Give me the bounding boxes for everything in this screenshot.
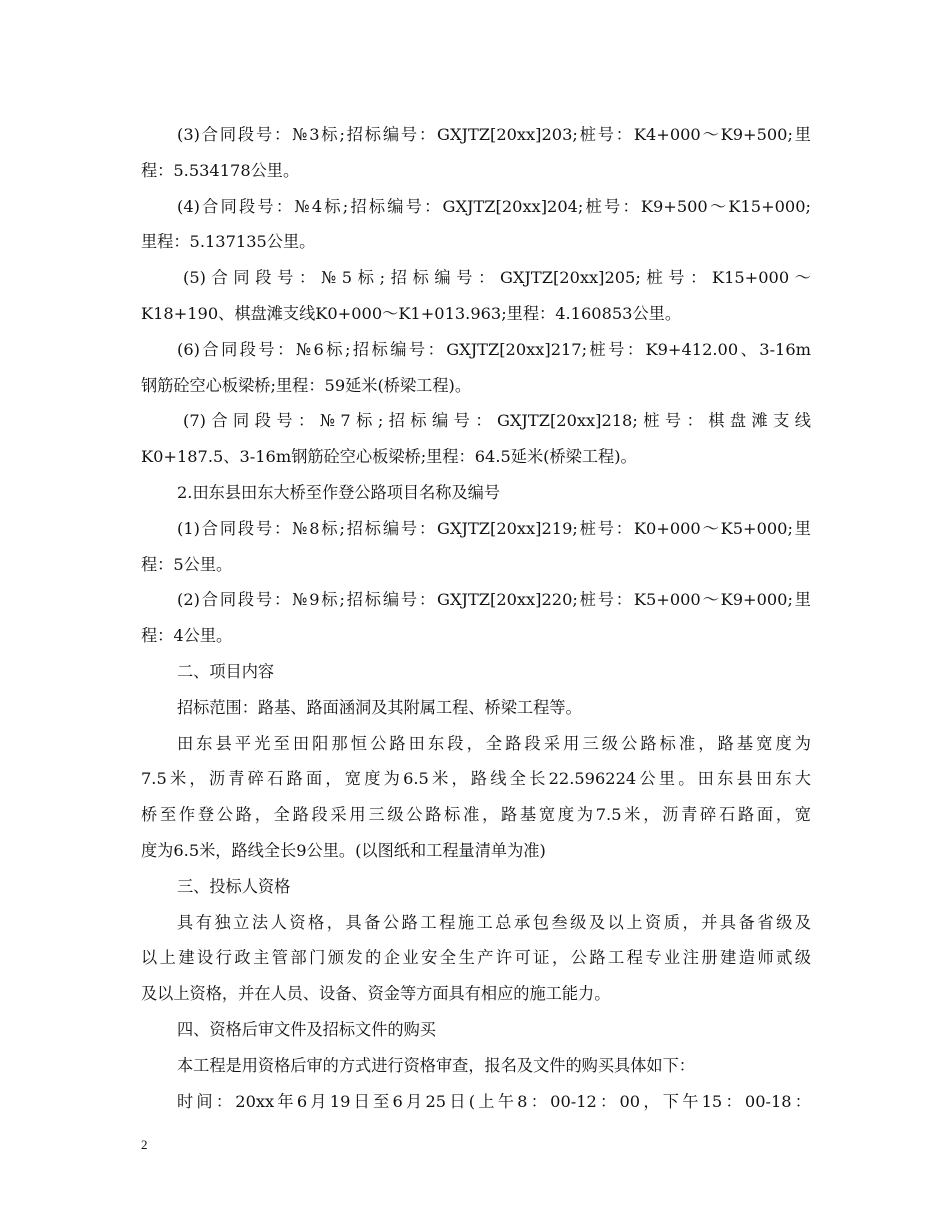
paragraph-line: K0+187.5、3-16m钢筋砼空心板梁桥;里程：64.5延米(桥梁工程)。 xyxy=(141,447,637,467)
paragraph-line: 钢筋砼空心板梁桥;里程：59延米(桥梁工程)。 xyxy=(141,375,472,395)
paragraph-line: 及以上资格，并在人员、设备、资金等方面具有相应的施工能力。 xyxy=(141,984,611,1004)
paragraph-line: 时间：20xx年6月19日至6月25日(上午8：00-12：00，下午15：00-18： xyxy=(177,1091,811,1111)
paragraph-line: 里程：5.137135公里。 xyxy=(141,232,316,252)
paragraph-line: 桥至作登公路，全路段采用三级公路标准，路基宽度为7.5米，沥青碎石路面，宽 xyxy=(141,805,811,825)
section-heading: 二、项目内容 xyxy=(177,661,275,681)
paragraph-line: 程：5公里。 xyxy=(141,554,233,574)
paragraph-line: (3)合同段号：№3标;招标编号：GXJTZ[20xx]203;桩号：K4+000～K9+500;里 xyxy=(177,125,811,144)
paragraph-line: (2)合同段号：№9标;招标编号：GXJTZ[20xx]220;桩号：K5+000～K9+000;里 xyxy=(177,590,811,610)
paragraph-line: K18+190、棋盘滩支线K0+000～K1+013.963;里程：4.160853公里。 xyxy=(141,303,682,323)
document-body xyxy=(141,117,811,1119)
paragraph-line: 程：5.534178公里。 xyxy=(141,160,300,180)
page-number: 2 xyxy=(141,1137,148,1152)
paragraph-line: (7)合同段号：№7标;招标编号：GXJTZ[20xx]218;桩号：棋盘滩支线 xyxy=(183,411,811,431)
paragraph-line: (1)合同段号：№8标;招标编号：GXJTZ[20xx]219;桩号：K0+000～K5+000;里 xyxy=(177,518,811,538)
section-subheading: 2.田东县田东大桥至作登公路项目名称及编号 xyxy=(177,482,501,502)
section-heading: 三、投标人资格 xyxy=(177,876,291,896)
paragraph-line: 以上建设行政主管部门颁发的企业安全生产许可证，公路工程专业注册建造师贰级 xyxy=(141,948,811,968)
paragraph-line: 田东县平光至田阳那恒公路田东段，全路段采用三级公路标准，路基宽度为 xyxy=(177,733,811,753)
paragraph-line: 度为6.5米，路线全长9公里。(以图纸和工程量清单为准) xyxy=(141,840,546,860)
paragraph-line: (4)合同段号：№4标;招标编号：GXJTZ[20xx]204;桩号：K9+500～K15+000; xyxy=(177,196,811,216)
section-heading: 四、资格后审文件及招标文件的购买 xyxy=(177,1019,436,1039)
paragraph-line: (5)合同段号：№5标;招标编号：GXJTZ[20xx]205;桩号：K15+000～ xyxy=(183,268,811,288)
paragraph-line: 程：4公里。 xyxy=(141,626,233,646)
paragraph-line: 具有独立法人资格，具备公路工程施工总承包叁级及以上资质，并具备省级及 xyxy=(177,912,811,932)
paragraph-line: 7.5米，沥青碎石路面，宽度为6.5米，路线全长22.596224公里。田东县田东大 xyxy=(141,769,811,789)
paragraph-line: (6)合同段号：№6标;招标编号：GXJTZ[20xx]217;桩号：K9+412.00、3-16m xyxy=(177,339,811,359)
paragraph-line: 本工程是用资格后审的方式进行资格审查，报名及文件的购买具体如下： xyxy=(177,1055,695,1075)
paragraph-line: 招标范围：路基、路面涵洞及其附属工程、桥梁工程等。 xyxy=(177,697,582,717)
